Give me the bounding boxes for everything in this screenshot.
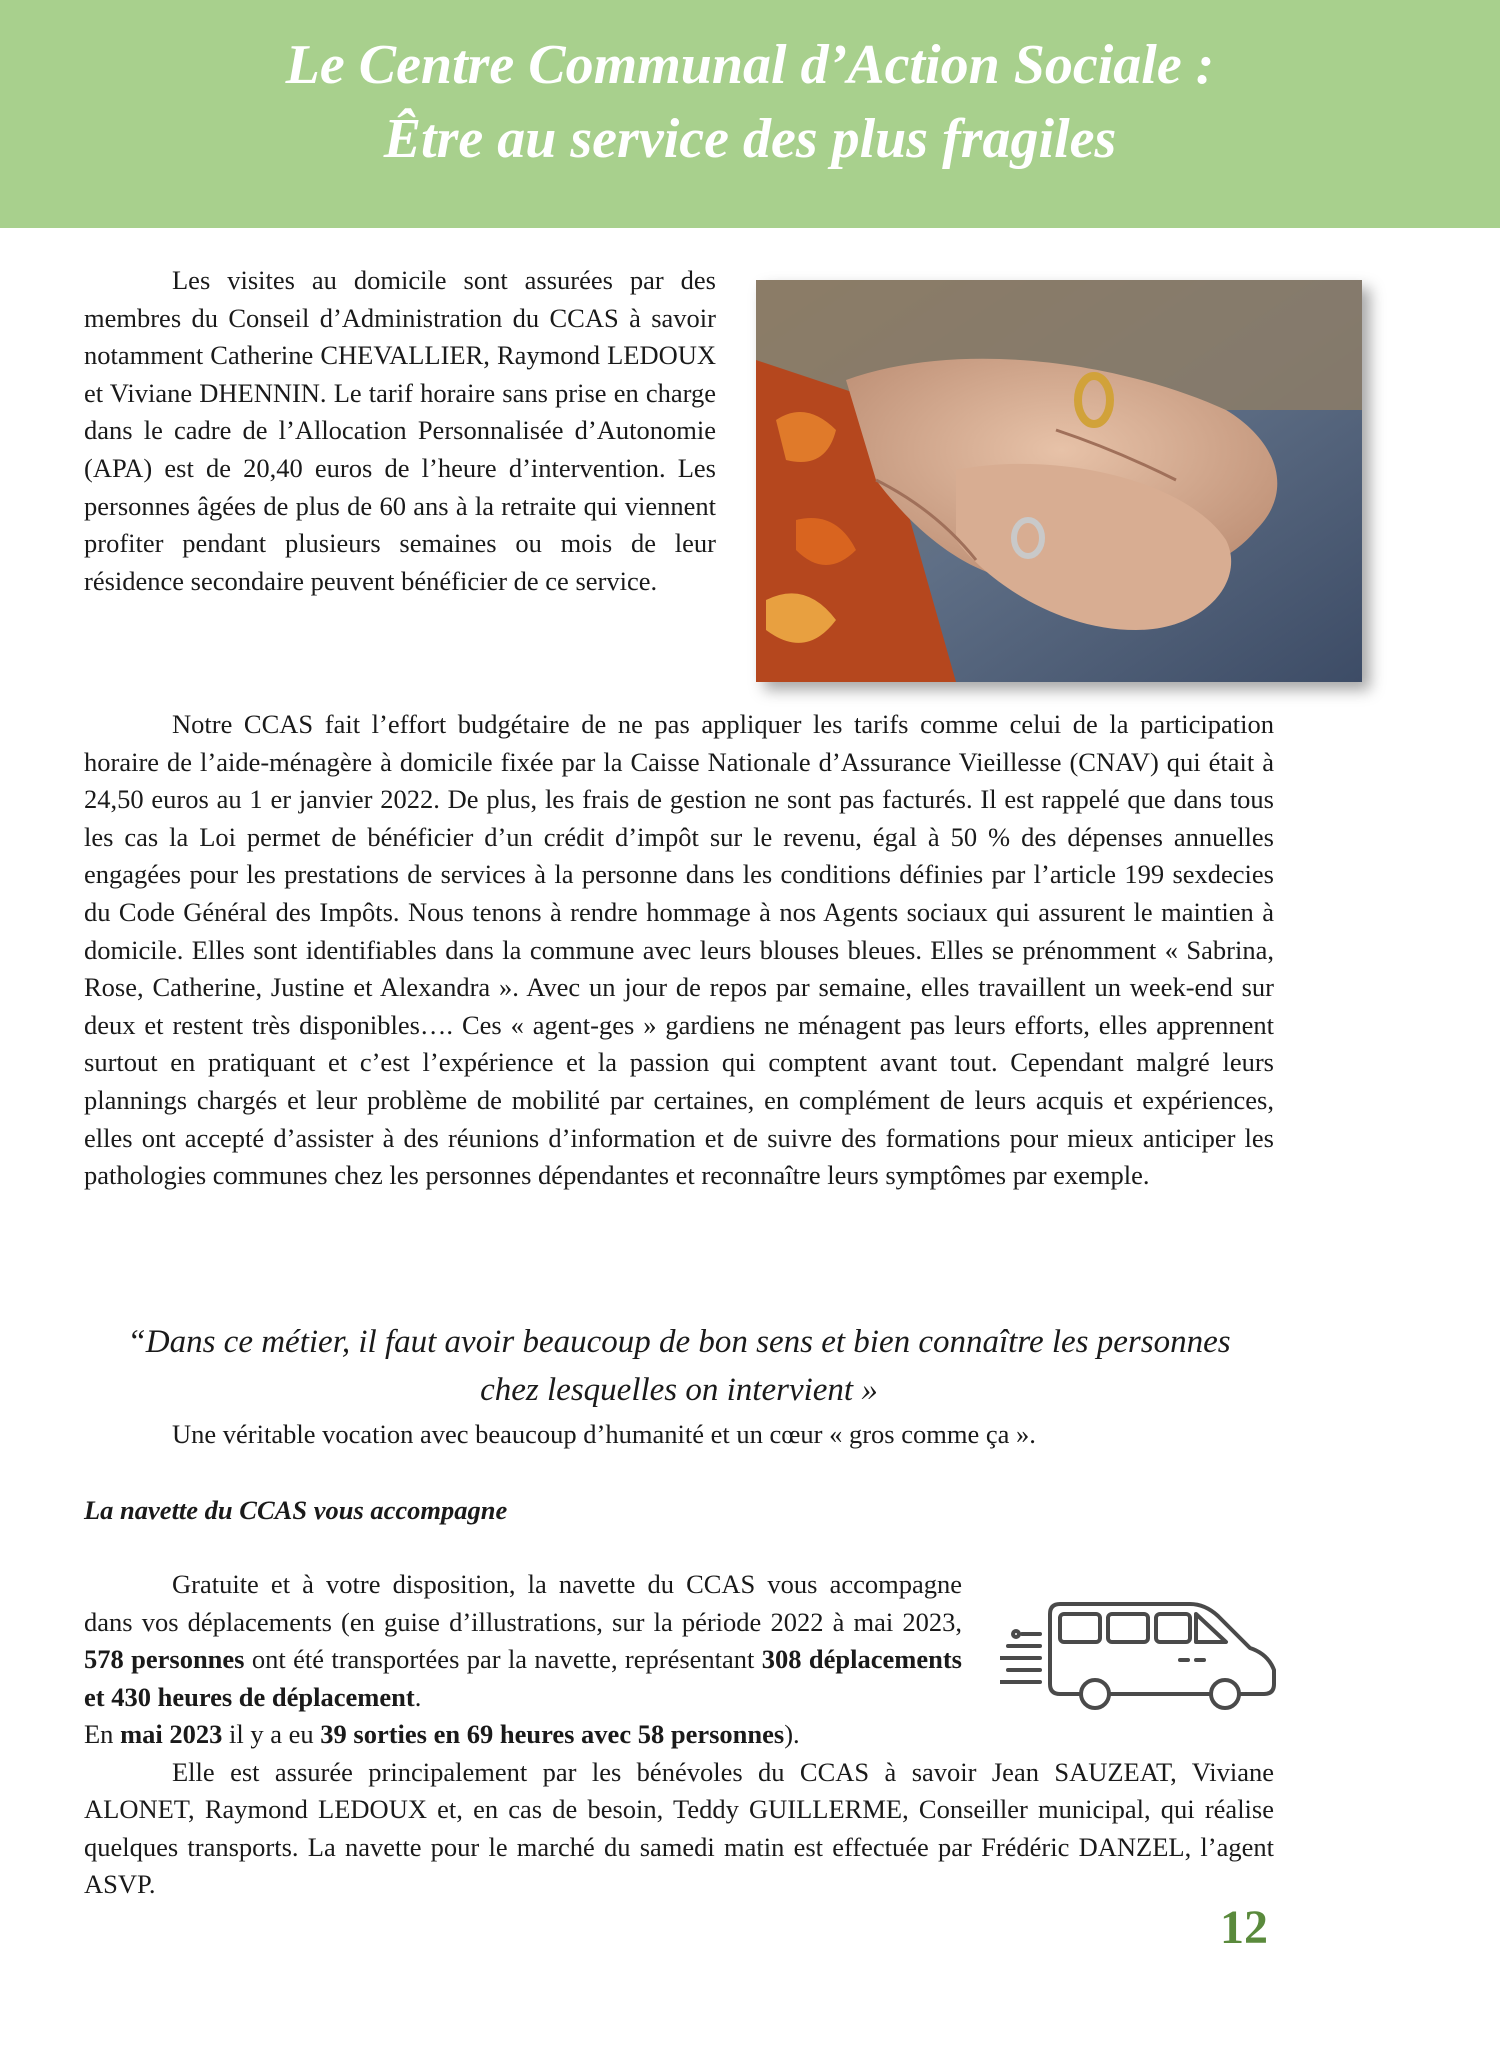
shuttle-highlight: 578 personnes: [84, 1644, 245, 1675]
shuttle-text: .: [414, 1681, 422, 1712]
quote-line-2: chez lesquelles on intervient »: [480, 1372, 878, 1408]
page-title: [0, 28, 1500, 176]
intro-block: [84, 262, 716, 600]
shuttle-highlight: 39 sorties en 69 heures avec 58 personnes: [320, 1719, 785, 1749]
minibus-icon: [1000, 1576, 1290, 1716]
shuttle-text: ont été transportées par la navette, représentant: [244, 1644, 762, 1675]
quote-block: [84, 1318, 1274, 1414]
main-paragraph: Notre CCAS fait l’effort budgétaire de ne pas appliquer les tarifs comme celui de la participation horaire de l’aide-ménagère à domicile fixée par la Caisse Nationale d’Assurance Vieillesse (CNAV) qui était à 24,50 euros au 1 er janvier 2022. De plus, les frais de gestion ne sont pas facturés. Il est rappelé que dans tous les cas la Loi permet de bénéficier d’un crédit d’impôt sur le revenu, égal à 50 % des dépenses annuelles engagées pour les prestations de services à la personne dans les conditions définies par l’article 199 sexdecies du Code Général des Impôts. Nous tenons à rendre hommage à nos Agents sociaux qui assurent le maintien à domicile. Elles sont identifiables dans la commune avec leurs blouses bleues. Elles se prénomment « Sabrina, Rose, Catherine, Justine et Alexandra ». Avec un jour de repos par semaine, elles travaillent un week-end sur deux et restent très disponibles…. Ces « agent-ges » gardiens ne ménagent pas leurs efforts, elles apprennent surtout en pratiquant et c’est l’expérience et la passion qui comptent avant tout. Cependant malgré leurs plannings chargés et leur problème de mobilité par certaines, en complément de leurs acquis et expériences, elles ont accepté d’assister à des réunions d’information et de suivre des formations pour mieux anticiper les pathologies communes chez les personnes dépendantes et reconnaître leurs symptômes par exemple.: [84, 709, 1274, 1191]
shuttle-paragraph-2: [84, 1716, 1274, 1754]
quote-line-1: “Dans ce métier, il faut avoir beaucoup de bon sens et bien connaître les personnes: [127, 1324, 1231, 1360]
shuttle-highlight: 308 déplacements et 430 heures de déplacement: [84, 1644, 962, 1712]
shuttle-block: [84, 1566, 962, 1716]
main-block: [84, 706, 1274, 1195]
title-line-2: Être au service des plus fragiles: [383, 108, 1117, 170]
page-number: 12: [1220, 1901, 1268, 1954]
shuttle-text: ).: [784, 1719, 800, 1749]
elderly-hands-photo: [756, 280, 1362, 682]
shuttle-text: En: [84, 1719, 121, 1749]
hands-illustration: [756, 280, 1362, 682]
shuttle-block-2: [84, 1716, 1274, 1904]
shuttle-highlight: mai 2023: [120, 1719, 223, 1749]
shuttle-text: il y a eu: [222, 1719, 321, 1749]
shuttle-text: Gratuite et à votre disposition, la navette du CCAS vous accompagne dans vos déplacements (en guise d’illustrations, sur la période 2022 à mai 2023,: [84, 1569, 962, 1637]
header-banner: [0, 0, 1500, 228]
shuttle-paragraph-3: Elle est assurée principalement par les bénévoles du CCAS à savoir Jean SAUZEAT, Viviane ALONET, Raymond LEDOUX et, en cas de besoin, Teddy GUILLERME, Conseiller municipal, qui réalise quelques transports. La navette pour le marché du samedi matin est effectuée par Frédéric DANZEL, l’agent ASVP.: [84, 1756, 1274, 1900]
quote-follow: Une véritable vocation avec beaucoup d’humanité et un cœur « gros comme ça ».: [172, 1419, 1036, 1449]
intro-paragraph: Les visites au domicile sont assurées par des membres du Conseil d’Administration du CCAS à savoir notamment Catherine CHEVALLIER, Raymond LEDOUX et Viviane DHENNIN. Le tarif horaire sans prise en charge dans le cadre de l’Allocation Personnalisée d’Autonomie (APA) est de 20,40 euros de l’heure d’intervention. Les personnes âgées de plus de 60 ans à la retraite qui viennent profiter pendant plusieurs semaines ou mois de leur résidence secondaire peuvent bénéficier de ce service.: [84, 265, 716, 596]
shuttle-paragraph-1: [84, 1566, 962, 1716]
title-line-1: Le Centre Communal d’Action Sociale :: [285, 34, 1215, 96]
shuttle-heading: La navette du CCAS vous accompagne: [84, 1495, 508, 1525]
